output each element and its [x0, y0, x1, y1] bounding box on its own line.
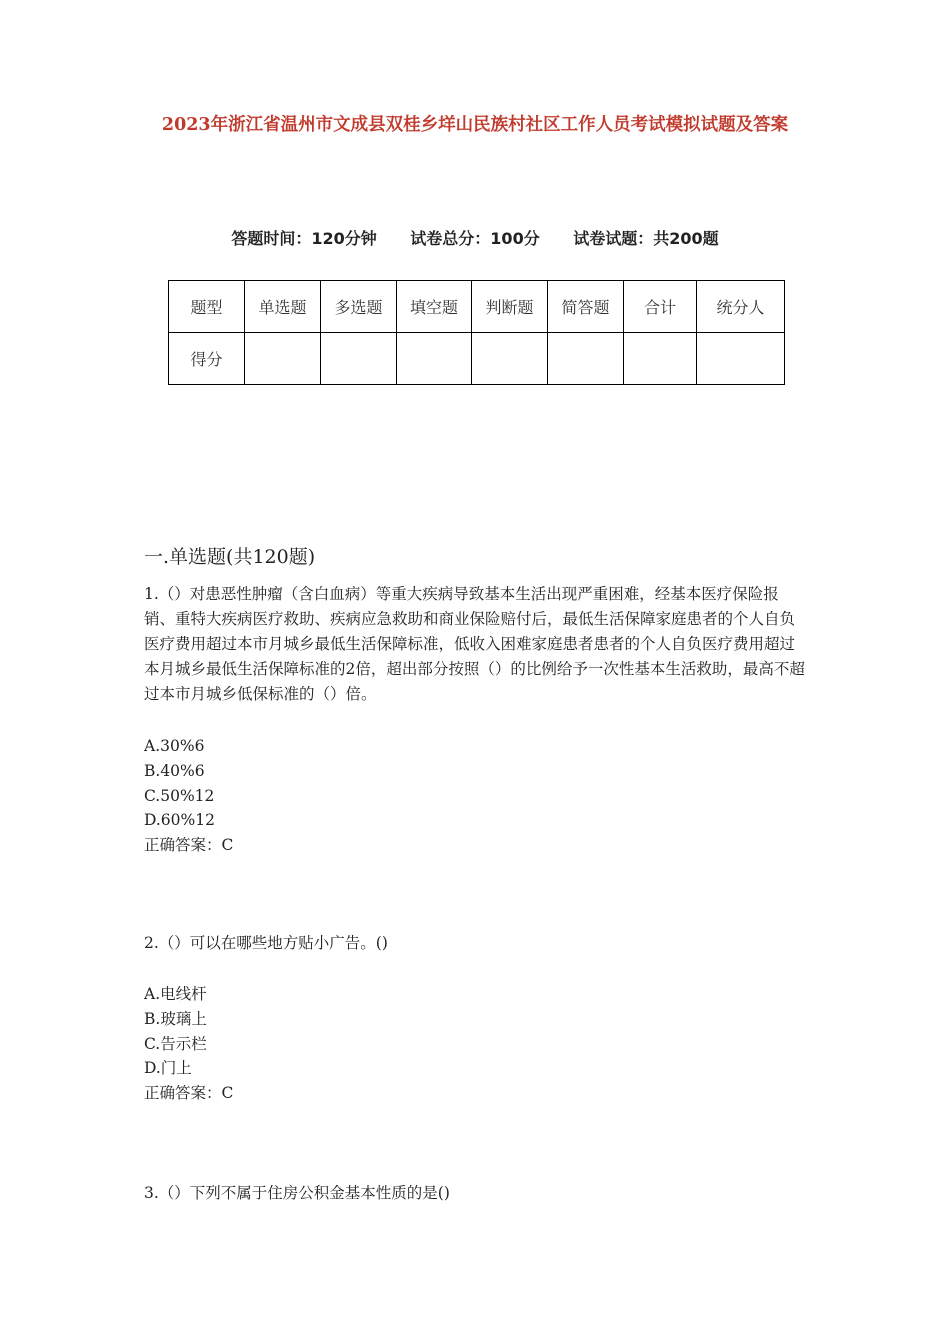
- answer: 正确答案：C: [144, 1084, 234, 1103]
- score-header-cell: 多选题: [321, 281, 397, 333]
- score-header-cell: 单选题: [245, 281, 321, 333]
- option: D.门上: [144, 1059, 192, 1078]
- score-cell: [472, 333, 548, 385]
- question-stem: 3.（）下列不属于住房公积金基本性质的是(): [144, 1184, 450, 1202]
- question-stem: 1.（）对患恶性肿瘤（含白血病）等重大疾病导致基本生活出现严重困难，经基本医疗保险报销、重特大疾病医疗救助、疾病应急救助和商业保险赔付后，最低生活保障家庭患者的个人自负医疗费用超过本市月城乡最低生活保障标准，低收入困难家庭患者患者的个人自负医疗费用超过本月城乡最低生活保障标准的2倍，超出部分按照（）的比例给予一次性基本生活救助，最高不超过本市月城乡低保标准的（）倍。: [144, 585, 805, 703]
- exam-total-questions: 试卷试题：共200题: [573, 229, 719, 248]
- score-cell: [321, 333, 397, 385]
- answer: 正确答案：C: [144, 836, 234, 855]
- option: B.40%6: [144, 761, 205, 780]
- question-1-options: [144, 734, 233, 858]
- score-header-cell: 合计: [624, 281, 697, 333]
- score-header-cell: 简答题: [548, 281, 624, 333]
- exam-total-score: 试卷总分：100分: [410, 229, 540, 248]
- score-cell: [624, 333, 697, 385]
- score-table-score-row: [169, 333, 785, 385]
- score-cell: [697, 333, 785, 385]
- score-table-header-row: [169, 281, 785, 333]
- document-title: 2023年浙江省温州市文成县双桂乡垟山民族村社区工作人员考试模拟试题及答案: [161, 115, 789, 135]
- section-title: 一.单选题(共120题): [144, 546, 316, 568]
- score-cell: [397, 333, 472, 385]
- question-2: [144, 931, 808, 956]
- score-header-cell: 判断题: [472, 281, 548, 333]
- question-1: [144, 582, 808, 707]
- option: C.50%12: [144, 786, 215, 805]
- option: C.告示栏: [144, 1034, 207, 1053]
- score-header-cell: 统分人: [697, 281, 785, 333]
- score-cell: [548, 333, 624, 385]
- score-cell: [245, 333, 321, 385]
- option: B.玻璃上: [144, 1009, 207, 1028]
- option: D.60%12: [144, 811, 215, 830]
- question-3: [144, 1181, 808, 1206]
- score-header-cell: 题型: [169, 281, 245, 333]
- score-table: [168, 280, 785, 385]
- exam-meta: [0, 226, 950, 249]
- question-2-options: [144, 982, 233, 1106]
- option: A.电线杆: [144, 985, 207, 1003]
- exam-time: 答题时间：120分钟: [231, 229, 377, 248]
- score-row-label: 得分: [169, 333, 245, 385]
- option: A.30%6: [144, 737, 205, 755]
- score-header-cell: 填空题: [397, 281, 472, 333]
- question-stem: 2.（）可以在哪些地方贴小广告。(): [144, 934, 388, 952]
